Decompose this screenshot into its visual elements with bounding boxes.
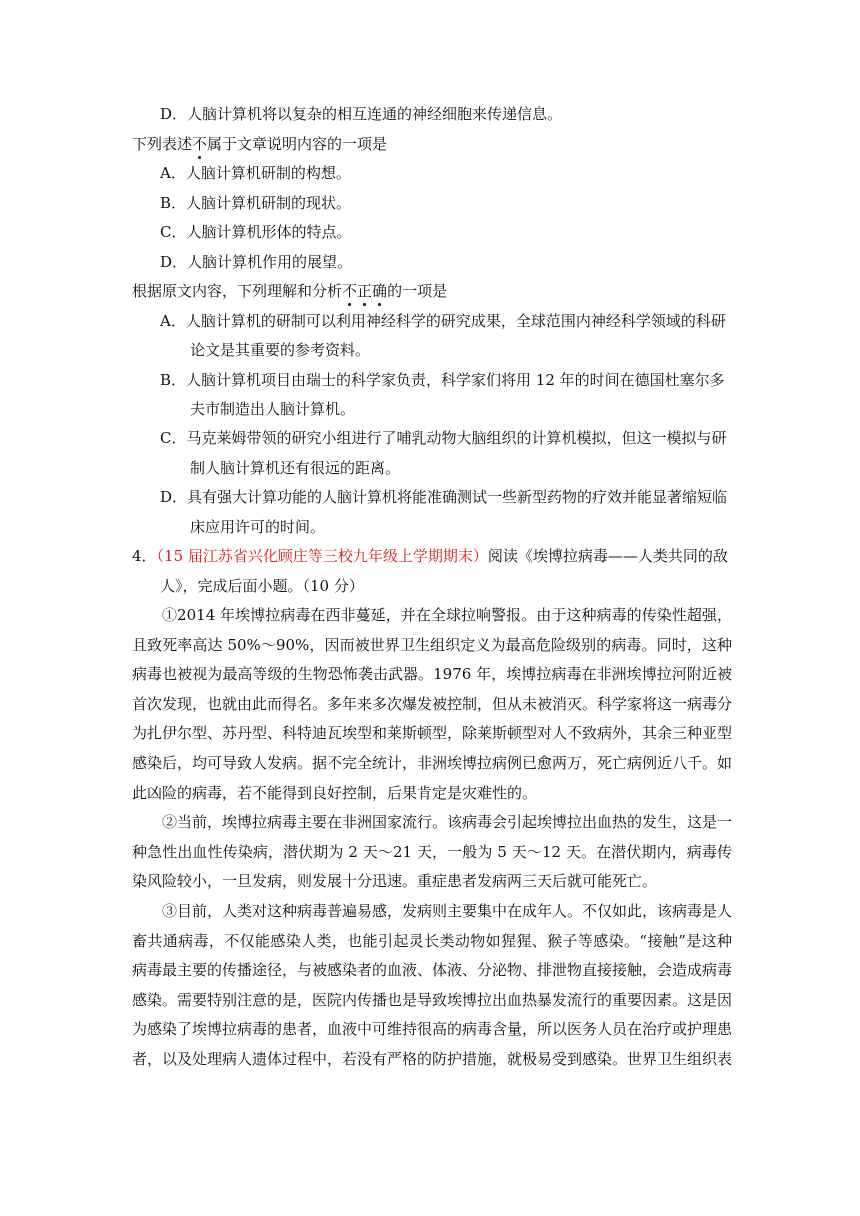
stem-text: 根据原文内容，下列理解和分析 [132,282,343,300]
q3-option-c-line2: 制人脑计算机还有很远的距离。 [190,459,401,477]
q2-option-a: A．人脑计算机研制的构想。 [160,164,351,182]
question-4-header [132,546,728,566]
q3-option-a-line2: 论文是其重要的参考资料。 [190,341,371,359]
question-source: （15 届江苏省兴化顾庄等三校九年级上学期期末） [156,547,488,565]
emphasis-char: 确 [372,282,388,300]
prev-option-d: D．人脑计算机将以复杂的相互连通的神经细胞来传递信息。 [160,105,563,123]
q3-option-b-line2: 夫市制造出人脑计算机。 [190,400,356,418]
question-stem-3 [132,281,447,301]
stem-text: 属于文章说明内容的一项是 [207,135,388,153]
passage-paragraph-3: ③目前，人类对这种病毒普遍易感，发病则主要集中在成年人。不仅如此，该病毒是人畜共通病毒，不仅能感染人类，也能引起灵长类动物如猩猩、猴子等感染。“接触”是这种病毒最主要的传播途径，与被感染者的血液、体液、分泌物、排泄物直接接触，会造成病毒感染。需要特别注意的是，医院内传播也是导致埃博拉出血热暴发流行的重要因素。这是因为感染了埃博拉病毒的患者，血液中可维持很高的病毒含量，所以医务人员在治疗或护理患者，以及处理病人遗体过程中，若没有严格的防护措施，就极易受到感染。世界卫生组织表 [132,902,733,1068]
q3-option-d-line1: D．具有强大计算功能的人脑计算机将能准确测试一些新型药物的疗效并能显著缩短临 [160,488,728,506]
q3-option-b-line1: B．人脑计算机项目由瑞士的科学家负责，科学家们将用 12 年的时间在德国杜塞尔多 [160,371,725,389]
stem-text: 下列表述 [132,135,193,153]
emphasis-char: 正 [357,282,373,300]
question-stem-2 [132,134,387,154]
question-title: 阅读《埃博拉病毒——人类共同的敌 [487,547,728,565]
question-4-title-cont: 人》，完成后面小题。（10 分） [160,577,364,595]
q2-option-d: D．人脑计算机作用的展望。 [160,253,353,271]
q3-option-c-line1: C．马克莱姆带领的研究小组进行了哺乳动物大脑组织的计算机模拟，但这一模拟与研 [160,429,727,447]
stem-text: 的一项是 [387,282,448,300]
question-number: 4． [132,547,157,565]
passage-paragraph-1: ①2014 年埃博拉病毒在西非蔓延，并在全球拉响警报。由于这种病毒的传染性超强，且致死率高达 50%～90%，因而被世界卫生组织定义为最高危险级别的病毒。同时，这种病毒也被视为最高等级的生物恐怖袭击武器。1976 年，埃博拉病毒在非洲埃博拉河附近被首次发现，也就由此而得名。多年来多次爆发被控制，但从未被消灭。科学家将这一病毒分为扎伊尔型、苏丹型、科特迪瓦埃型和莱斯顿型，除莱斯顿型对人不致病外，其余三种亚型感染后，均可导致人发病。据不完全统计，非洲埃博拉病例已愈两万，死亡病例近八千。如此凶险的病毒，若不能得到良好控制，后果肯定是灾难性的。 [132,606,733,802]
q2-option-c: C．人脑计算机形体的特点。 [160,223,352,241]
q3-option-a-line1: A．人脑计算机的研制可以利用神经科学的研究成果，全球范围内神经科学领域的科研 [160,312,726,330]
emphasis-char: 不 [192,135,208,153]
q2-option-b: B．人脑计算机研制的现状。 [160,194,352,212]
emphasis-char: 不 [342,282,358,300]
passage-paragraph-2: ②当前，埃博拉病毒主要在非洲国家流行。该病毒会引起埃博拉出血热的发生，这是一种急性出血性传染病，潜伏期为 2 天～21 天，一般为 5 天～12 天。在潜伏期内，病毒传染风险较小，一旦发病，则发展十分迅速。重症患者发病两三天后就可能死亡。 [132,813,733,891]
q3-option-d-line2: 床应用许可的时间。 [190,518,326,536]
